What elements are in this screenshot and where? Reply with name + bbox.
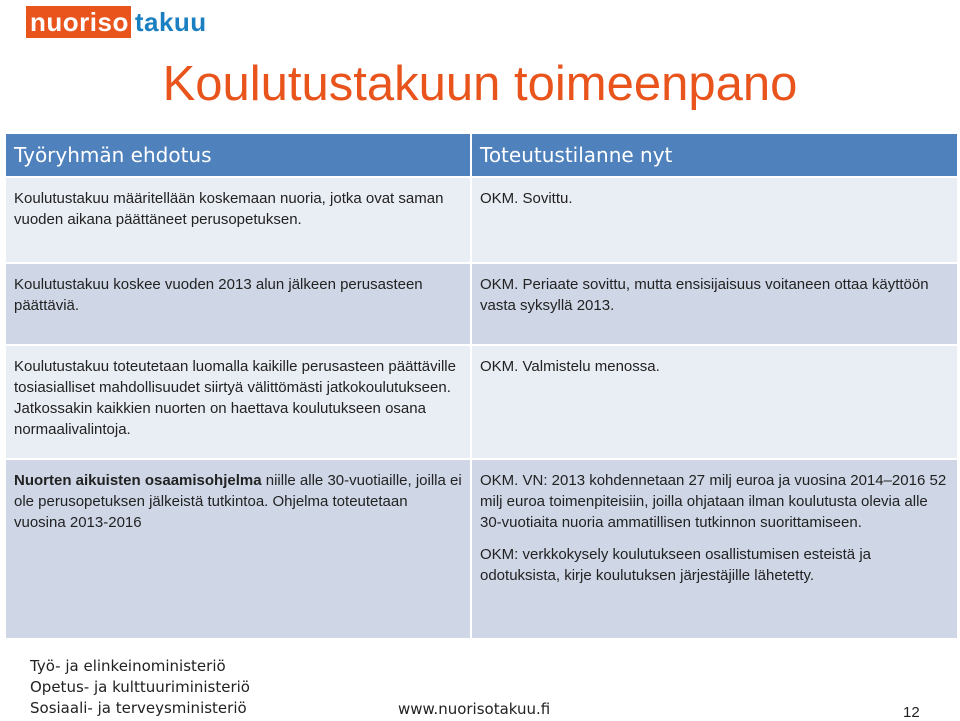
status-text: OKM. Valmistelu menossa. [480,358,660,375]
column-header-status: Toteutustilanne nyt [471,133,958,177]
proposal-cell [5,263,471,345]
ministry-name: Opetus- ja kulttuuriministeriö [30,678,250,696]
status-cell [471,345,958,459]
proposal-text: niille alle 30-vuotiaille, joilla ei ole perusopetuksen jälkeistä tutkintoa. Ohjelma toteutetaan vuosina 2013-2016 [14,472,462,531]
status-text: OKM. VN: 2013 kohdennetaan 27 milj euroa ja vuosina 2014–2016 52 milj euroa toimenpiteisiin, joilla ohjataan ilman koulutusta olevia alle 30-vuotiaita nuoria ammatillisen tutkinnon suorittamiseen. [480,472,947,531]
proposal-text: Koulutustakuu koskee vuoden 2013 alun jälkeen perusasteen päättäviä. [14,276,423,314]
table-row [5,459,958,639]
logo-part-nuoriso: nuoriso [26,6,131,38]
status-cell [471,459,958,639]
status-text: OKM: verkkokysely koulutukseen osallistumisen esteistä ja odotuksista, kirje koulutuksen järjestäjille lähetetty. [480,546,871,584]
proposal-text: Koulutustakuu määritellään koskemaan nuoria, jotka ovat saman vuoden aikana päättäneet perusopetuksen. [14,190,444,228]
logo-part-takuu: takuu [131,6,211,38]
proposal-cell [5,345,471,459]
ministries-list [30,656,250,719]
table-row [5,345,958,459]
column-header-proposal: Työryhmän ehdotus [5,133,471,177]
status-cell [471,177,958,263]
proposal-text: Koulutustakuu toteutetaan luomalla kaikille perusasteen päättäville tosiasialliset mahdollisuudet siirtyä välittömästi jatkokoulutukseen. Jatkossakin kaikkien nuorten on haettava koulutukseen osana normaalivalintoja. [14,358,456,438]
proposal-status-table [4,132,959,640]
proposal-bold-text: Nuorten aikuisten osaamisohjelma [14,472,262,489]
nuorisotakuu-logo [26,6,211,38]
page-title: Koulutustakuun toimeenpano [162,57,798,111]
status-text: OKM. Periaate sovittu, mutta ensisijaisuus voitaneen ottaa käyttöön vasta syksyllä 2013. [480,276,929,314]
status-text: OKM. Sovittu. [480,190,573,207]
page-number: 12 [903,704,920,721]
ministry-name: Työ- ja elinkeinoministeriö [30,657,226,675]
status-cell [471,263,958,345]
proposal-cell [5,459,471,639]
paragraph-gap [480,533,949,544]
website-url: www.nuorisotakuu.fi [398,700,551,718]
ministry-name: Sosiaali- ja terveysministeriö [30,699,247,717]
proposal-cell [5,177,471,263]
table-row [5,263,958,345]
table-header-row [5,133,958,177]
table-row [5,177,958,263]
